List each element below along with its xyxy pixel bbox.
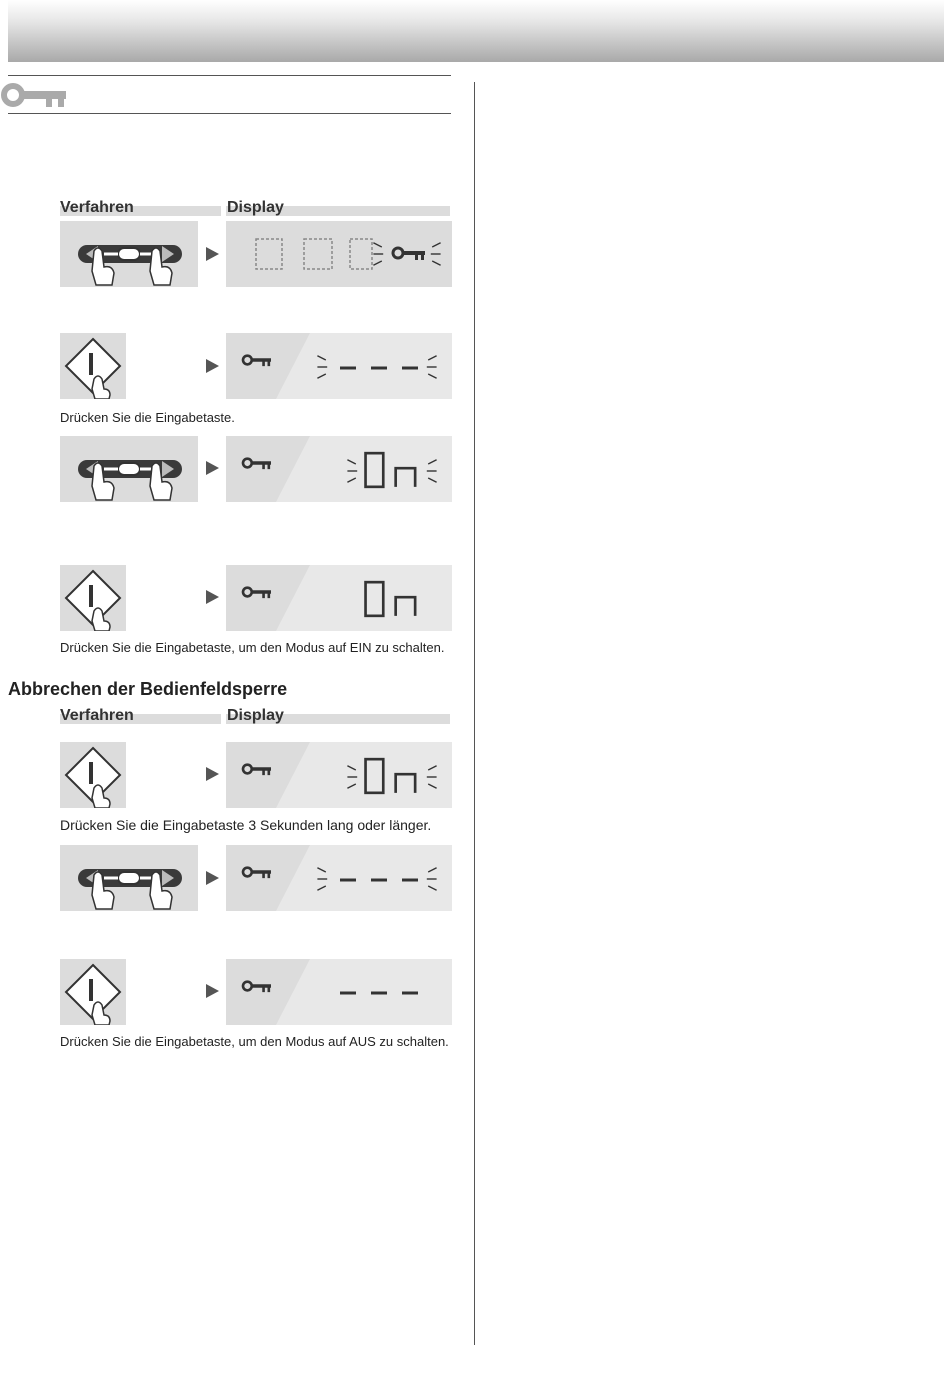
display-panel [226, 333, 452, 399]
scroll-keys-icon [60, 436, 198, 502]
step-arrow [206, 461, 219, 475]
step-arrow [206, 871, 219, 885]
display-panel [226, 959, 452, 1025]
display-header: Display [227, 199, 284, 216]
column-divider [474, 82, 475, 1345]
lcd-icons-key-blink [226, 221, 452, 287]
step-caption: Drücken Sie die Eingabetaste, um den Modus auf AUS zu schalten. [60, 1034, 449, 1049]
enter-key-panel [60, 565, 126, 631]
step-arrow [206, 590, 219, 604]
title-rule-bottom [8, 113, 451, 114]
scroll-keys-panel [60, 221, 198, 287]
section-title-cancel: Abbrechen der Bedienfeldsperre [8, 679, 288, 699]
panel-lock-key-icon [0, 82, 68, 108]
display-panel [226, 742, 452, 808]
lcd-key-dashes-blink [226, 845, 452, 911]
procedure-header: Verfahren [60, 199, 134, 216]
enter-key-panel [60, 333, 126, 399]
step-caption: Drücken Sie die Eingabetaste 3 Sekunden lang oder länger. [60, 817, 432, 833]
display-panel [226, 436, 452, 502]
step-arrow [206, 984, 219, 998]
scroll-keys-panel [60, 845, 198, 911]
step-arrow [206, 767, 219, 781]
lcd-key-on [226, 565, 452, 631]
display-panel [226, 565, 452, 631]
lcd-key-on-blink [226, 742, 452, 808]
lcd-key-dashes [226, 959, 452, 1025]
title-rule-top [8, 75, 451, 76]
display-panel [226, 221, 452, 287]
procedure-header: Verfahren [60, 707, 134, 724]
enter-key-panel [60, 959, 126, 1025]
lcd-key-on-blink [226, 436, 452, 502]
display-header: Display [227, 707, 284, 724]
step-caption: Drücken Sie die Eingabetaste, um den Modus auf EIN zu schalten. [60, 640, 445, 655]
scroll-keys-icon [60, 845, 198, 911]
step-arrow [206, 359, 219, 373]
enter-key-icon [60, 565, 126, 631]
lcd-key-dashes-blink [226, 333, 452, 399]
enter-key-icon [60, 742, 126, 808]
enter-key-icon [60, 959, 126, 1025]
enter-key-panel [60, 742, 126, 808]
step-caption: Drücken Sie die Eingabetaste. [60, 410, 235, 425]
scroll-keys-panel [60, 436, 198, 502]
step-arrow [206, 247, 219, 261]
header-bar [8, 0, 944, 62]
display-panel [226, 845, 452, 911]
scroll-keys-icon [60, 221, 198, 287]
enter-key-icon [60, 333, 126, 399]
